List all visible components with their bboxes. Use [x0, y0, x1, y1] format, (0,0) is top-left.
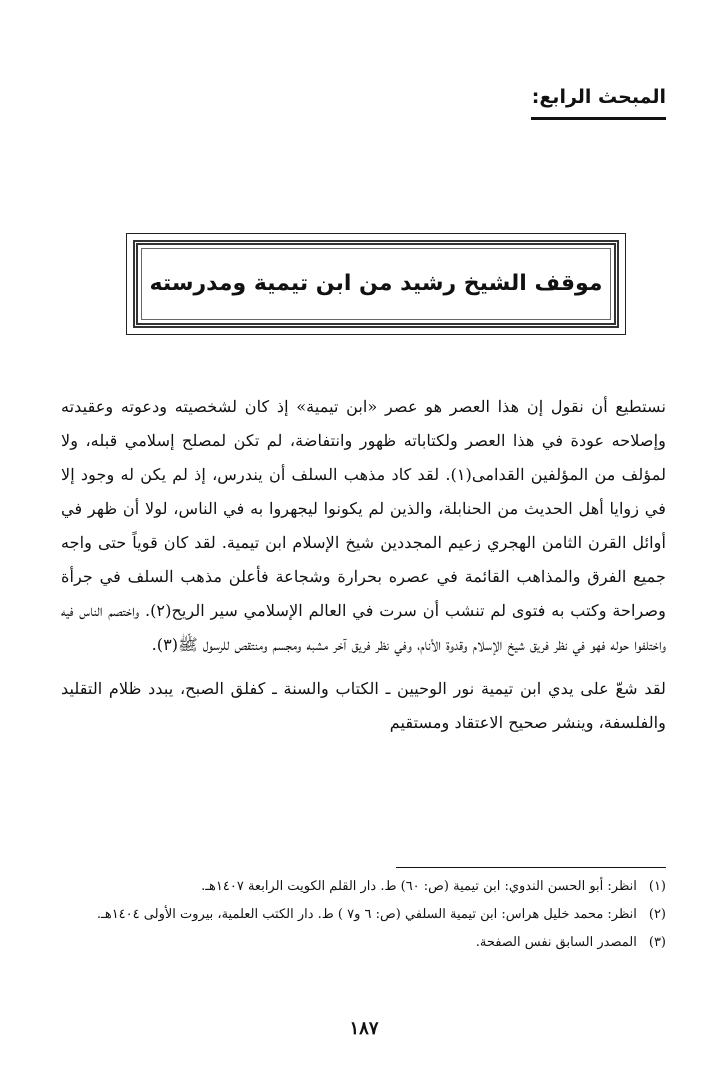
body-paragraph-2: لقد شعّ على يدي ابن تيمية نور الوحيين ـ الكتاب والسنة ـ كفلق الصبح، يبدد ظلام التقليد والفلسفة، وينشر صحيح الاعتقاد ومستقيم: [61, 679, 666, 732]
chapter-title-frame-inner: [133, 240, 619, 328]
footnote-text: انظر: محمد خليل هراس: ابن تيمية السلفي (ص: ٦ و٧ ) ط. دار الكتب العلمية، بيروت الأولى ١٤٠٤هـ.: [96, 907, 637, 922]
footnote-number: (١): [648, 879, 666, 894]
page-number: ١٨٧: [349, 1018, 379, 1039]
chapter-title-frame: [126, 233, 626, 335]
body-text: [61, 390, 666, 740]
chapter-title: موقف الشيخ رشيد من ابن تيمية ومدرسته: [149, 271, 603, 296]
footnote-item: [61, 876, 666, 898]
body-paragraph-1: نستطيع أن نقول إن هذا العصر هو عصر «ابن تيمية» إذ كان لشخصيته ودعوته وعقيدته وإصلاحه عودة في هذا العصر ولكتاباته ظهور وانتفاضة، لم تكن لمصلح إسلامي قبله، ولا لمؤلف من المؤلفين القدامى(١). لقد كاد مذهب السلف أن يندرس، إذ لم يكن له وجود إلا في زوايا أهل الحديث من الحنابلة، والذين لم يكونوا ليجهروا به في الناس، لولا أن ظهر في أوائل القرن الثامن الهجري زعيم المجددين شيخ الإسلام ابن تيمية. لقد كان قوياً حتى واجه جميع الفرق والمذاهب القائمة في عصره بحرارة وشجاعة فأعلن مذهب السلف في جرأة وصراحة وكتب به فتوى لم تنشب أن سرت في العالم الإسلامي سير الريح(٢). واختصم الناس فيه واختلفوا حوله فهو في نظر فريق شيخ الإسلام وقدوة الأنام، وفي نظر فريق آخر مشبه ومجسم ومنتقص للرسول ﷺ(٣).: [61, 397, 666, 654]
footnote-item: [61, 932, 666, 954]
section-heading-underline: [531, 117, 666, 120]
footnote-text: انظر: أبو الحسن الندوي: ابن تيمية (ص: ٦٠) ط. دار القلم الكويت الرابعة ١٤٠٧هـ.: [201, 879, 637, 894]
footnote-text: المصدر السابق نفس الصفحة.: [475, 935, 637, 950]
footnote-number: (٢): [648, 907, 666, 922]
footnote-item: [61, 904, 666, 926]
section-heading: المبحث الرابع:: [531, 86, 666, 108]
footnotes-list: [61, 876, 666, 960]
footnote-separator: [396, 867, 666, 868]
footnote-number: (٣): [648, 935, 666, 950]
